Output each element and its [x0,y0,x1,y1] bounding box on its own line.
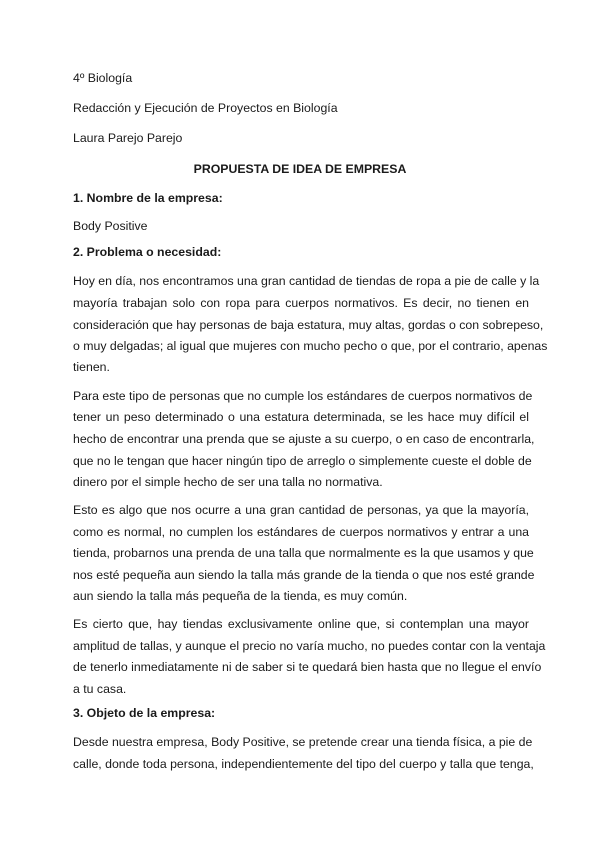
document-title: PROPUESTA DE IDEA DE EMPRESA [193,162,407,176]
paragraph-line: dinero por el simple hecho de ser una talla no normativa. [73,475,383,489]
author-name: Laura Parejo Parejo [73,131,183,145]
section-heading-name: 1. Nombre de la empresa: [73,191,223,205]
paragraph-line: mayoría trabajan solo con ropa para cuerpos normativos. Es decir, no tienen en [73,296,529,310]
paragraph-line: Desde nuestra empresa, Body Positive, se pretende crear una tienda física, a pie de [73,735,533,749]
paragraph-line: tienda, probarnos una prenda de una talla que normalmente es la que usamos y que [73,546,534,560]
paragraph-line: Es cierto que, hay tiendas exclusivamente online que, si contemplan una mayor [73,617,529,631]
paragraph-line: consideración que hay personas de baja estatura, muy altas, gordas o con sobrepeso, [73,318,544,332]
paragraph-line: Esto es algo que nos ocurre a una gran cantidad de personas, ya que la mayoría, [73,503,529,517]
subject-label: Redacción y Ejecución de Proyectos en Biología [73,101,338,115]
paragraph-line: hecho de encontrar una prenda que se ajuste a su cuerpo, o en caso de encontrarla, [73,432,535,446]
company-name: Body Positive [73,219,148,233]
paragraph-line: aun siendo la talla más pequeña de la tienda, es muy común. [73,589,408,603]
paragraph-line: tener un peso determinado o una estatura determinada, se les hace muy difícil el [73,410,529,424]
paragraph-line: que no le tengan que hacer ningún tipo de arreglo o simplemente cueste el doble de [73,454,532,468]
paragraph-line: tienen. [73,360,110,374]
paragraph-line: a tu casa. [73,682,127,696]
paragraph-line: Hoy en día, nos encontramos una gran cantidad de tiendas de ropa a pie de calle y la [73,274,540,288]
paragraph-line: Para este tipo de personas que no cumple los estándares de cuerpos normativos de [73,389,533,403]
paragraph-line: de tenerlo inmediatamente ni de saber si te quedará bien hasta que no llegue el envío [73,660,542,674]
paragraph-line: amplitud de tallas, y aunque el precio no varía mucho, no puedes contar con la ventaja [73,639,546,653]
section-heading-object: 3. Objeto de la empresa: [73,706,216,720]
paragraph-line: nos esté pequeña aun siendo la talla más grande de la tienda o que nos esté grande [73,568,535,582]
paragraph-line: calle, donde toda persona, independientemente del tipo del cuerpo y talla que tenga, [73,757,534,771]
course-label: 4º Biología [73,71,133,85]
section-heading-problem: 2. Problema o necesidad: [73,245,222,259]
paragraph-line: como es normal, no cumplen los estándares de cuerpos normativos y entrar a una [73,525,529,539]
paragraph-line: o muy delgadas; al igual que mujeres con mucho pecho o que, por el contrario, apenas [73,339,548,353]
